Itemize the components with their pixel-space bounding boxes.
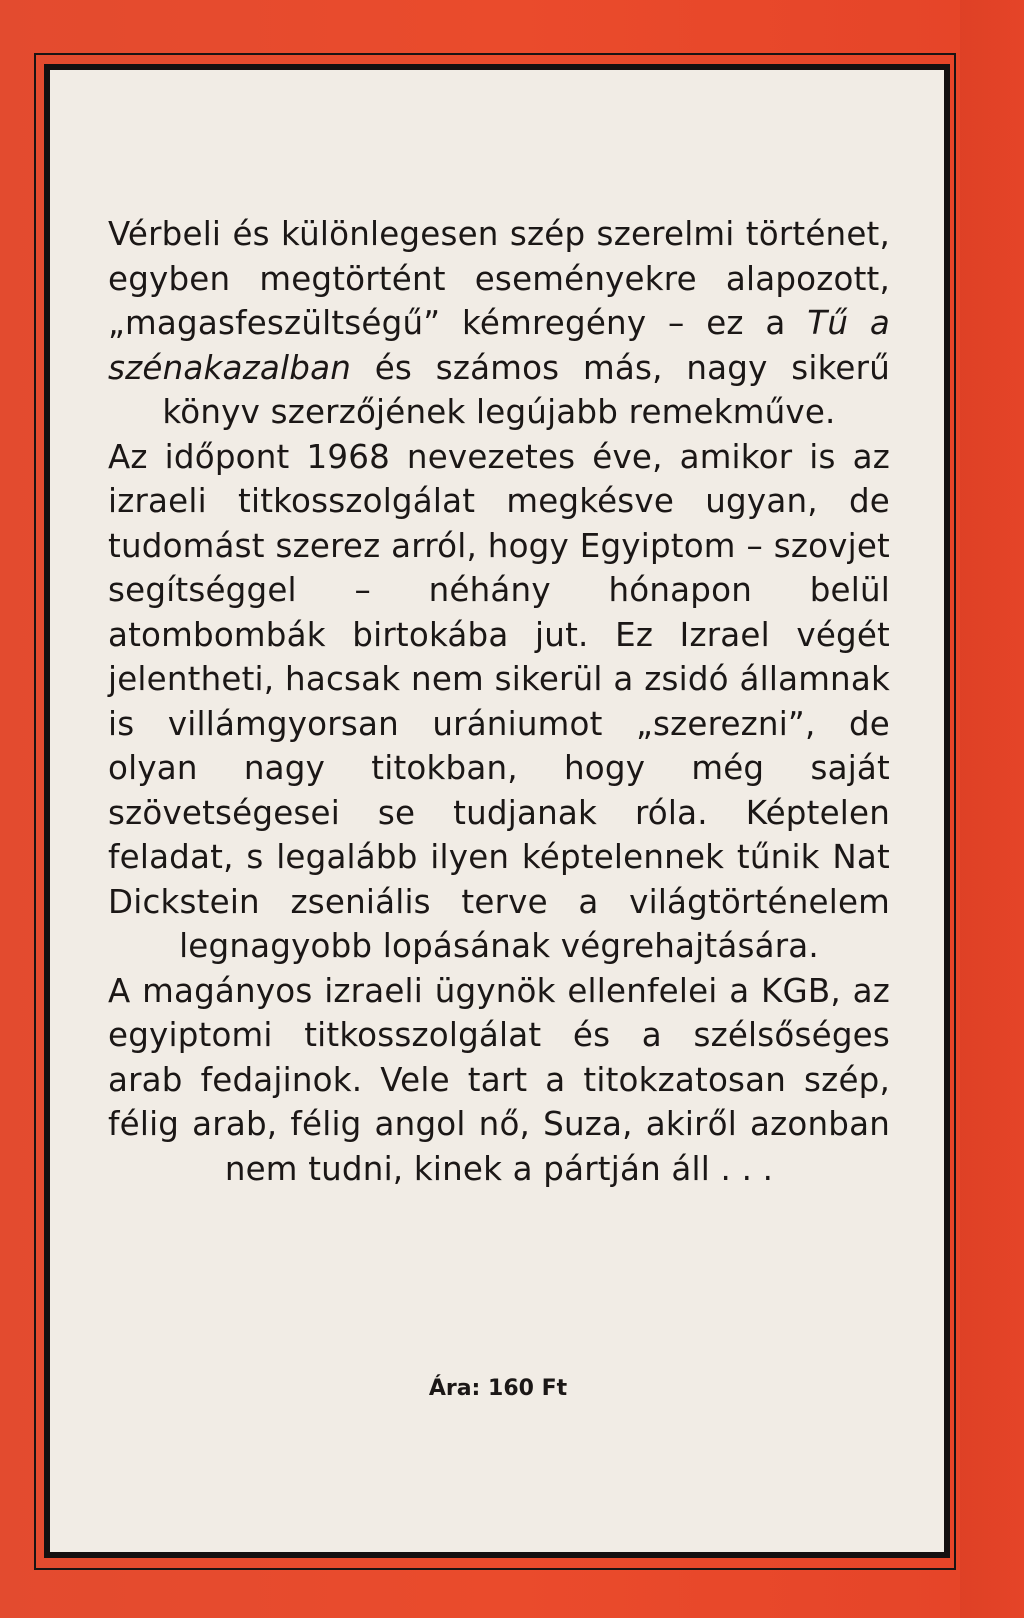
blurb-p1-before: Vérbeli és különlegesen szép szerelmi történet, egyben megtörtént eseményekre alapozott, „magasfeszültségű” kémregény – ez a [108, 215, 890, 342]
blurb-paragraph-2: Az időpont 1968 nevezetes éve, amikor is az izraeli titkosszolgálat megkésve ugyan, de tudomást szerez arról, hogy Egyiptom – szovjet segítséggel – néhány hónapon belül atombombák birtokába jut. Ez Izrael végét jelentheti, hacsak nem sikerül a zsidó államnak is villámgyorsan urániumot „szerezni”, de olyan nagy titokban, hogy még saját szövetségesei se tudjanak róla. Képtelen feladat, s legalább ilyen képtelennek tűnik Nat Dickstein zseniális terve a világtörténelem legnagyobb lopásának végrehajtására. [108, 437, 890, 965]
price-value: 160 Ft [488, 1376, 568, 1401]
blurb-paragraph-1 [108, 212, 890, 435]
blurb-p1-after: és számos más, nagy sikerű könyv szerzőjének legújabb remekműve. [162, 348, 890, 431]
price-line [0, 1376, 1024, 1401]
blurb-paragraph-3: A magányos izraeli ügynök ellenfelei a KGB, az egyiptomi titkosszolgálat és a szélsőséges arab fedajinok. Vele tart a titokzatosan szép, félig arab, félig angol nő, Suza, akiről azonban nem tudni, kinek a pártján áll . . . [108, 971, 890, 1188]
book-title-reference: Tű a szénakazalban [108, 304, 890, 387]
blurb-text [108, 212, 890, 1191]
price-label: Ára: [428, 1376, 481, 1401]
